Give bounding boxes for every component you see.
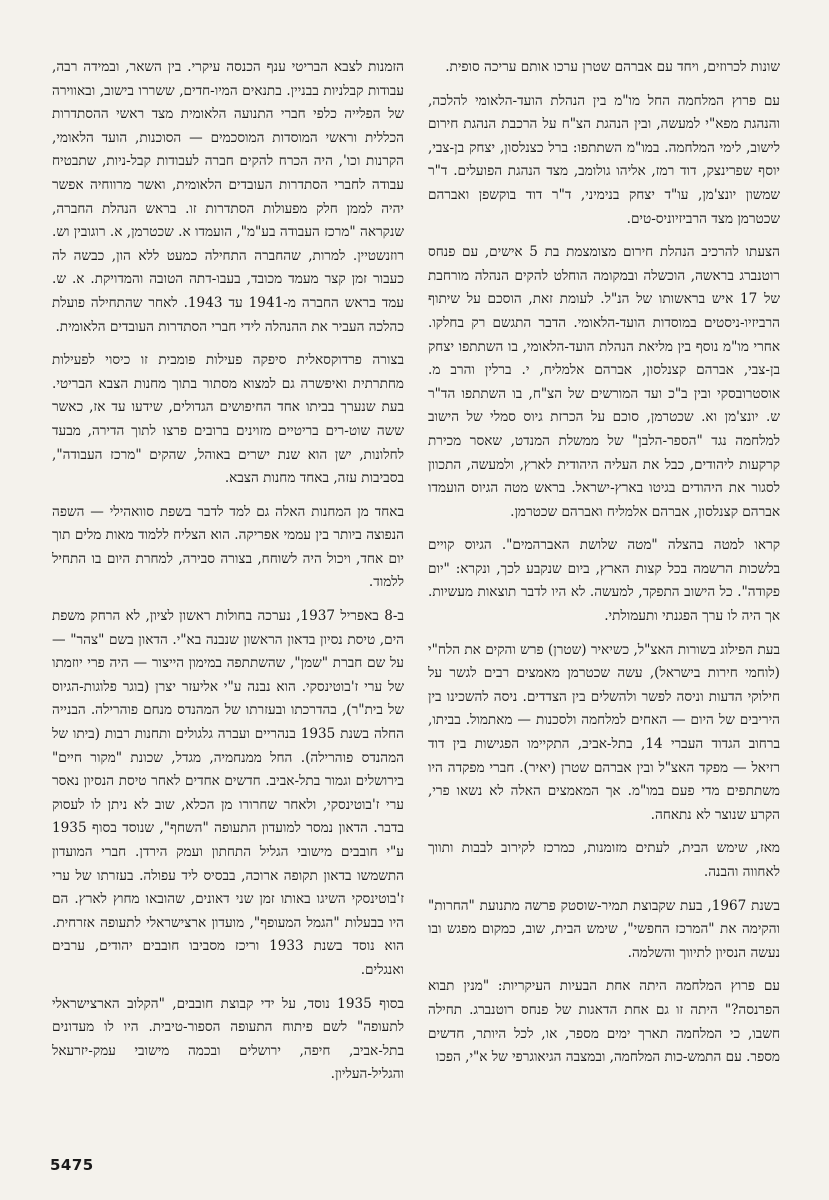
left-column: [52, 56, 404, 1146]
paragraph: הזמנות לצבא הבריטי ענף הכנסה עיקרי. בין השאר, ובמידה רבה, עבודות קבלניות בבניין. בתנאים המיו-חדים, ששררו בישוב, ובאווירה של הפלייה כלפי חברי התנועה הלאומית מצד ראשי ההסתדרות הכללית וראשי המוסדות המוסכמים — הסוכנות, הועד הלאומי, הקרנות וכו', היה הכרח להקים חברה לעבודות קבל-ניות, שתבטיח עבודה לחברי הסתדרות העובדים הלאומית, ואשר מרווחיה אפשר יהיה לממן חלק מפעולות הסתדרות זו. בראש הנהלת החברה, שנקראה "מרכז העבודה בע"מ", הועמדו א. שכטרמן, א. רוגובין וש. רוזנשטיין. למרות, שהחברה התחילה כמעט ללא הון, כבשה לה כעבור זמן קצר מעמד מכובד, בעבו-דתה הטובה והמדויקת. א. ש. עמד בראש החברה מ-1941 עד 1943. לאחר שהתחילה פועלת כהלכה העביר את ההנהלה לידי חברי הסתדרות העובדים הלאומית.: [52, 59, 404, 335]
paragraph: בסוף 1935 נוסד, על ידי קבוצת חובבים, "הקלוב הארצישראלי לתעופה" לשם פיתוח התעופה הספור-טיבית. היו לו מעדונים בתל-אביב, חיפה, ירושלים ובכמה מישובי עמק-יזרעאל והגליל-העליון.: [52, 995, 404, 1083]
page-number: 5475: [50, 1156, 94, 1174]
paragraph: בעת הפילוג בשורות האצ"ל, כשיאיר (שטרן) פרש והקים את הלח"י (לוחמי חירות בישראל), עשה שכטרמן מאמצים רבים לגשר על חילוקי הדעות וניסה לפשר ולהשלים בין הצדדים. ניסה להשכינו בין היריבים של היום — האחים למלחמה ולסכנות — מאתמול. בביתו, ברחוב הגדוד העברי 14, בתל-אביב, התקיימו הפגישות בין דוד רזיאל — מפקד האצ"ל ובין אברהם שטרן (יאיר). חברי מפקדה היו משתתפים מדי פעם במו"מ. אך המאמצים האלה לא נשאו פרי, הקרע שנוצר לא נתאחה.: [428, 641, 780, 823]
paragraph: קראו למטה בהצלה "מטה שלושת האברהמים". הגיוס קויים בלשכות הרשמה בכל קצות הארץ, ביום שנקבע לכך, ונקרא: "יום פקודה". כל הישוב התפקד, למעשה. לא היו לדבר תוצאות מעשיות. אך היה לו ערך הפגנתי ותעמולתי.: [428, 537, 780, 625]
paragraph: שונות לכרוזים, ויחד עם אברהם שטרן ערכו אותם עריכה סופית.: [445, 59, 780, 75]
paragraph: ב-8 באפריל 1937, נערכה בחולות ראשון לציון, לא הרחק משפת הים, טיסת נסיון בדאון הראשון שנבנה בא"י. הדאון בשם "צהר" — על שם חברת "שמן", שהשתתפה במימון הייצור — היה פרי יוזמתו של ערי ז'בוטינסקי. הוא נבנה ע"י אליעזר יצרן (בוגר פלוגות-הגיוס של בית"ר), בהדרכתו ובעזרתו של המהנדס מנחם פוהרילה. הבנייה החלה בשנת 1935 בנהריים ועברה גלגולים ותחנות רבות (ביתו של המהנדס פוהרילה). החל ממנחמיה, מגדל, שכונת "מקור חיים" בירושלים וגמור בתל-אביב. חדשים אחדים לאחר טיסת הנסיון נאסר ערי ז'בוטינסקי, ולאחר שחרורו מן הכלא, שוב לא ניתן לו לעסוק בדבר. הדאון נמסר למועדון התעופה "השחף", שנוסד בסוף 1935 ע"י חובבים מישובי הגליל התחתון ועמק הירדן. חברי המועדון התשמשו בדאון תקופה ארוכה, בבסיס ליד עפולה. בעזרתו של ערי ז'בוטינסקי השיגו באותו זמן שני דאונים, שהובאו מחוץ לארץ. הם היו בבעלות "הגמל המעופף", מועדון ארצישראלי לתעופה אזרחית. הוא נוסד בשנת 1933 וריכז מסביבו חובבים יהודים, ערבים ואנגלים.: [52, 608, 404, 978]
paragraph: מאז, שימש הבית, לעתים מזומנות, כמרכז לקירוב לבבות ותווך לאחווה והבנה.: [428, 840, 780, 880]
paragraph: עם פרוץ המלחמה היתה אחת הבעיות העיקריות: "מנין תבוא הפרנסה?" היתה זו גם אחת הדאגות של פנחס רוטנברג. תחילה חשבו, כי המלחמה תארך ימים מספר, או, לכל היותר, חדשים מספר. עם התמש-כות המלחמה, ובמצבה הגיאוגרפי של א"י, הפכו: [428, 978, 780, 1066]
paragraph: הצעתו להרכיב הנהלת חירום מצומצמת בת 5 אישים, עם פנחס רוטנברג בראשה, הוכשלה ובמקומה הוחלט להקים הנהלה מורחבת של 17 איש בראשותו של הנ"ל. לעומת זאת, הוסכם על שיתוף הרביזיו-ניסטים במוסדות הועד-הלאומי. הדבר התגשם רק בחלקו. אחרי מו"מ נוסף בין מליאת הנהלת הועד-הלאומי, בו השתתפו יצחק בן-צבי, אברהם קצנלסון, אברהם אלמליח, י. ברלין והרב מ. אוסטרובסקי ובין ב"כ ועד המורשים של הצ"ח, בו השתתפו הד"ר ש. יונצ'מן וא. שכטרמן, סוכם על הכרזת גיוס סמלי של הישוב למלחמה נגד "הספר-הלבן" של ממשלת המנדט, שאסר מכירת קרקעות ליהודים, כבל את העליה היהודית לארץ, ולמעשה, התכוון לסגור את היהודים בגיטו בארץ-ישראל. בראש מטה הגיוס הועמדו אברהם קצנלסון, אברהם אלמליח ואברהם שכטרמן.: [428, 244, 780, 520]
paragraph: באחד מן המחנות האלה גם למד לדבר בשפת סוואהילי — השפה הנפוצה ביותר בין עממי אפריקה. הוא הצליח ללמוד מאות מלים תוך יום אחד, ויכול היה לשוחח, בצורה סבירה, למחרת היום בו התחיל ללמוד.: [52, 503, 404, 591]
paragraph: עם פרוץ המלחמה החל מו"מ בין הנהלת הועד-הלאומי להלכה, והנהגת מפא"י למעשה, ובין הנהגת הצ"ח על הרכבת הנהגת חירום לישוב, לימי המלחמה. במו"מ השתתפו: ברל כצנלסון, יצחק בן-צבי, יוסף שפרינצק, דוד רמז, אליהו גולומב, מצד הנהגת הפועלים. ד"ר שמשון יונצ'מן, עו"ד יצחק בנימיני, ד"ר דוד בוקשפן ואברהם שכטרמן מצד הרביזיוניס-טים.: [428, 92, 780, 227]
right-column: [428, 56, 780, 1146]
paragraph: בשנת 1967, בעת שקבוצת תמיר-שוסטק פרשה מתנועת "החרות" והקימה את "המרכז החפשי", שימש הבית, שוב, כמקום מפגש ובו נעשה הנסיון לתיווך והשלמה.: [428, 897, 780, 961]
document-page: [52, 56, 780, 1146]
paragraph: בצורה פרדוקסאלית סיפקה פעילות פומבית זו כיסוי לפעילות מחתרתית ואיפשרה גם למצוא מסתור בתוך מחנות הצבא הבריטי. בעת שנערך בביתו אחד החיפושים הגדולים, שידעו עד אז, כאשר ששה שוט-רים בריטיים מזוינים ברובים פרצו לתוך הדירה, מבעד לחלונות, ישן הוא שנת ישרים באוהל, שהקים "מרכז העבודה", בסביבות עזה, באחד מחנות הצבא.: [52, 352, 404, 487]
